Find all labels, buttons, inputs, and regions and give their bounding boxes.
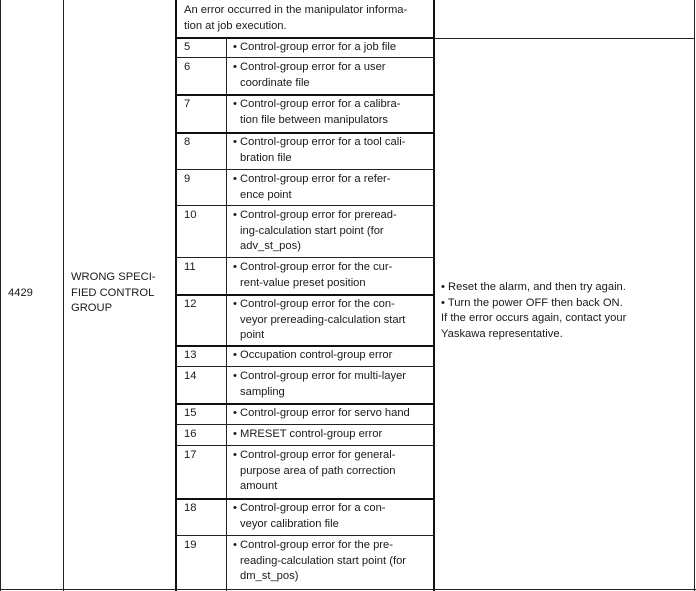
subcode-number: 18 bbox=[184, 502, 197, 514]
subcode-number: 12 bbox=[184, 298, 197, 310]
subcode-row bbox=[176, 133, 434, 169]
subcode-number: 19 bbox=[184, 539, 197, 551]
subcode-number: 16 bbox=[184, 428, 197, 440]
subcode-description-line: • Occupation control-group error bbox=[233, 349, 393, 361]
subcode-description-line: reading-calculation start point (for bbox=[240, 554, 407, 567]
subcode-description bbox=[233, 406, 431, 422]
remedy-line: • Reset the alarm, and then try again. bbox=[441, 281, 626, 293]
subcode-description bbox=[233, 501, 431, 532]
subcode-number: 15 bbox=[184, 407, 197, 419]
meaning-intro-line: An error occurred in the manipulator informa- bbox=[184, 4, 408, 16]
alarm-name bbox=[71, 270, 171, 317]
row-divider bbox=[433, 38, 695, 39]
table-border-left bbox=[0, 0, 1, 591]
subcode-row bbox=[176, 258, 434, 294]
subcode-row bbox=[176, 446, 434, 498]
subcode-row bbox=[176, 295, 434, 345]
subcode-description bbox=[233, 427, 431, 443]
subcode-description-line: coordinate file bbox=[240, 76, 310, 89]
subcode-number: 14 bbox=[184, 370, 197, 382]
subcode-description-line: ence point bbox=[240, 188, 292, 201]
subcode-number: 8 bbox=[184, 136, 191, 148]
subcode-number: 11 bbox=[184, 261, 196, 273]
remedy-line: Yaskawa representative. bbox=[441, 327, 563, 340]
subcode-description-line: tion file between manipulators bbox=[240, 113, 389, 126]
subcode-description-line: • Control-group error for a tool cali- bbox=[233, 136, 406, 148]
table-border-right bbox=[694, 0, 695, 591]
subcode-row bbox=[176, 58, 434, 94]
subcode-description-line: veyor calibration file bbox=[240, 517, 339, 530]
subcode-description-line: • Control-group error for a con- bbox=[233, 502, 386, 514]
subcode-description bbox=[233, 448, 431, 495]
subcode-description bbox=[233, 369, 431, 400]
subcode-description-line: • Control-group error for the pre- bbox=[233, 539, 393, 551]
subcode-description-line: • Control-group error for a calibra- bbox=[233, 98, 401, 110]
subcode-row bbox=[176, 95, 434, 132]
subcode-description-line: • Control-group error for the cur- bbox=[233, 261, 393, 273]
subcode-description-line: • MRESET control-group error bbox=[233, 428, 383, 440]
subcode-description-line: • Control-group error for servo hand bbox=[233, 407, 410, 419]
subcode-description bbox=[233, 97, 431, 128]
subcode-description bbox=[233, 538, 431, 585]
subcode-description-line: bration file bbox=[240, 151, 292, 164]
subcode-description-line: • Control-group error for a user bbox=[233, 61, 386, 73]
alarm-name-line: GROUP bbox=[71, 302, 113, 315]
subcode-row bbox=[176, 38, 434, 57]
subcode-number: 5 bbox=[184, 41, 191, 53]
subcode-description bbox=[233, 172, 431, 203]
subcode-description-line: • Control-group error for multi-layer bbox=[233, 370, 407, 382]
subcode-description-line: purpose area of path correction bbox=[240, 464, 396, 477]
subcode-row bbox=[176, 425, 434, 445]
subcode-description bbox=[233, 260, 431, 291]
subcode-description-line: • Control-group error for preread- bbox=[233, 209, 397, 221]
meaning-intro-line: tion at job execution. bbox=[184, 19, 287, 32]
subcode-description bbox=[233, 60, 431, 91]
subcode-number: 13 bbox=[184, 349, 197, 361]
alarm-code: 4429 bbox=[8, 287, 33, 299]
subcode-row bbox=[176, 536, 434, 589]
subcode-row bbox=[176, 206, 434, 257]
subcode-description-line: dm_st_pos) bbox=[240, 570, 299, 583]
subcode-number: 7 bbox=[184, 98, 191, 110]
subcode-number: 9 bbox=[184, 173, 191, 185]
subcode-description-line: sampling bbox=[240, 385, 285, 398]
meaning-intro bbox=[184, 3, 429, 34]
column-divider bbox=[63, 0, 64, 591]
subcode-number: 17 bbox=[184, 449, 197, 461]
subcode-description bbox=[233, 40, 431, 56]
subcode-description-line: • Control-group error for the con- bbox=[233, 298, 395, 310]
subcode-row bbox=[176, 346, 434, 366]
alarm-name-line: WRONG SPECI- bbox=[71, 271, 156, 283]
subcode-number: 6 bbox=[184, 61, 191, 73]
subcode-description-line: adv_st_pos) bbox=[240, 240, 301, 253]
subcode-number: 10 bbox=[184, 209, 197, 221]
subcode-row bbox=[176, 367, 434, 403]
subcode-description-line: rent-value preset position bbox=[240, 276, 366, 289]
subcode-description-line: • Control-group error for general- bbox=[233, 449, 396, 461]
subcode-description bbox=[233, 135, 431, 166]
remedy-text bbox=[441, 280, 691, 342]
subcode-description-line: ing-calculation start point (for bbox=[240, 224, 384, 237]
subcode-description-line: veyor prereading-calculation start bbox=[240, 313, 406, 326]
subcode-description-line: • Control-group error for a job file bbox=[233, 41, 397, 53]
remedy-line: • Turn the power OFF then back ON. bbox=[441, 296, 623, 309]
subcode-row bbox=[176, 404, 434, 424]
subcode-row bbox=[176, 499, 434, 535]
subcode-description-line: point bbox=[240, 329, 265, 342]
remedy-line: If the error occurs again, contact your bbox=[441, 312, 627, 325]
subcode-description bbox=[233, 208, 431, 255]
subcode-description-line: • Control-group error for a refer- bbox=[233, 173, 391, 185]
subcode-row bbox=[176, 170, 434, 205]
subcode-description bbox=[233, 297, 431, 344]
subcode-description bbox=[233, 348, 431, 364]
alarm-name-line: FIED CONTROL bbox=[71, 286, 155, 299]
subcode-description-line: amount bbox=[240, 480, 278, 493]
table-border-bottom bbox=[0, 589, 696, 590]
